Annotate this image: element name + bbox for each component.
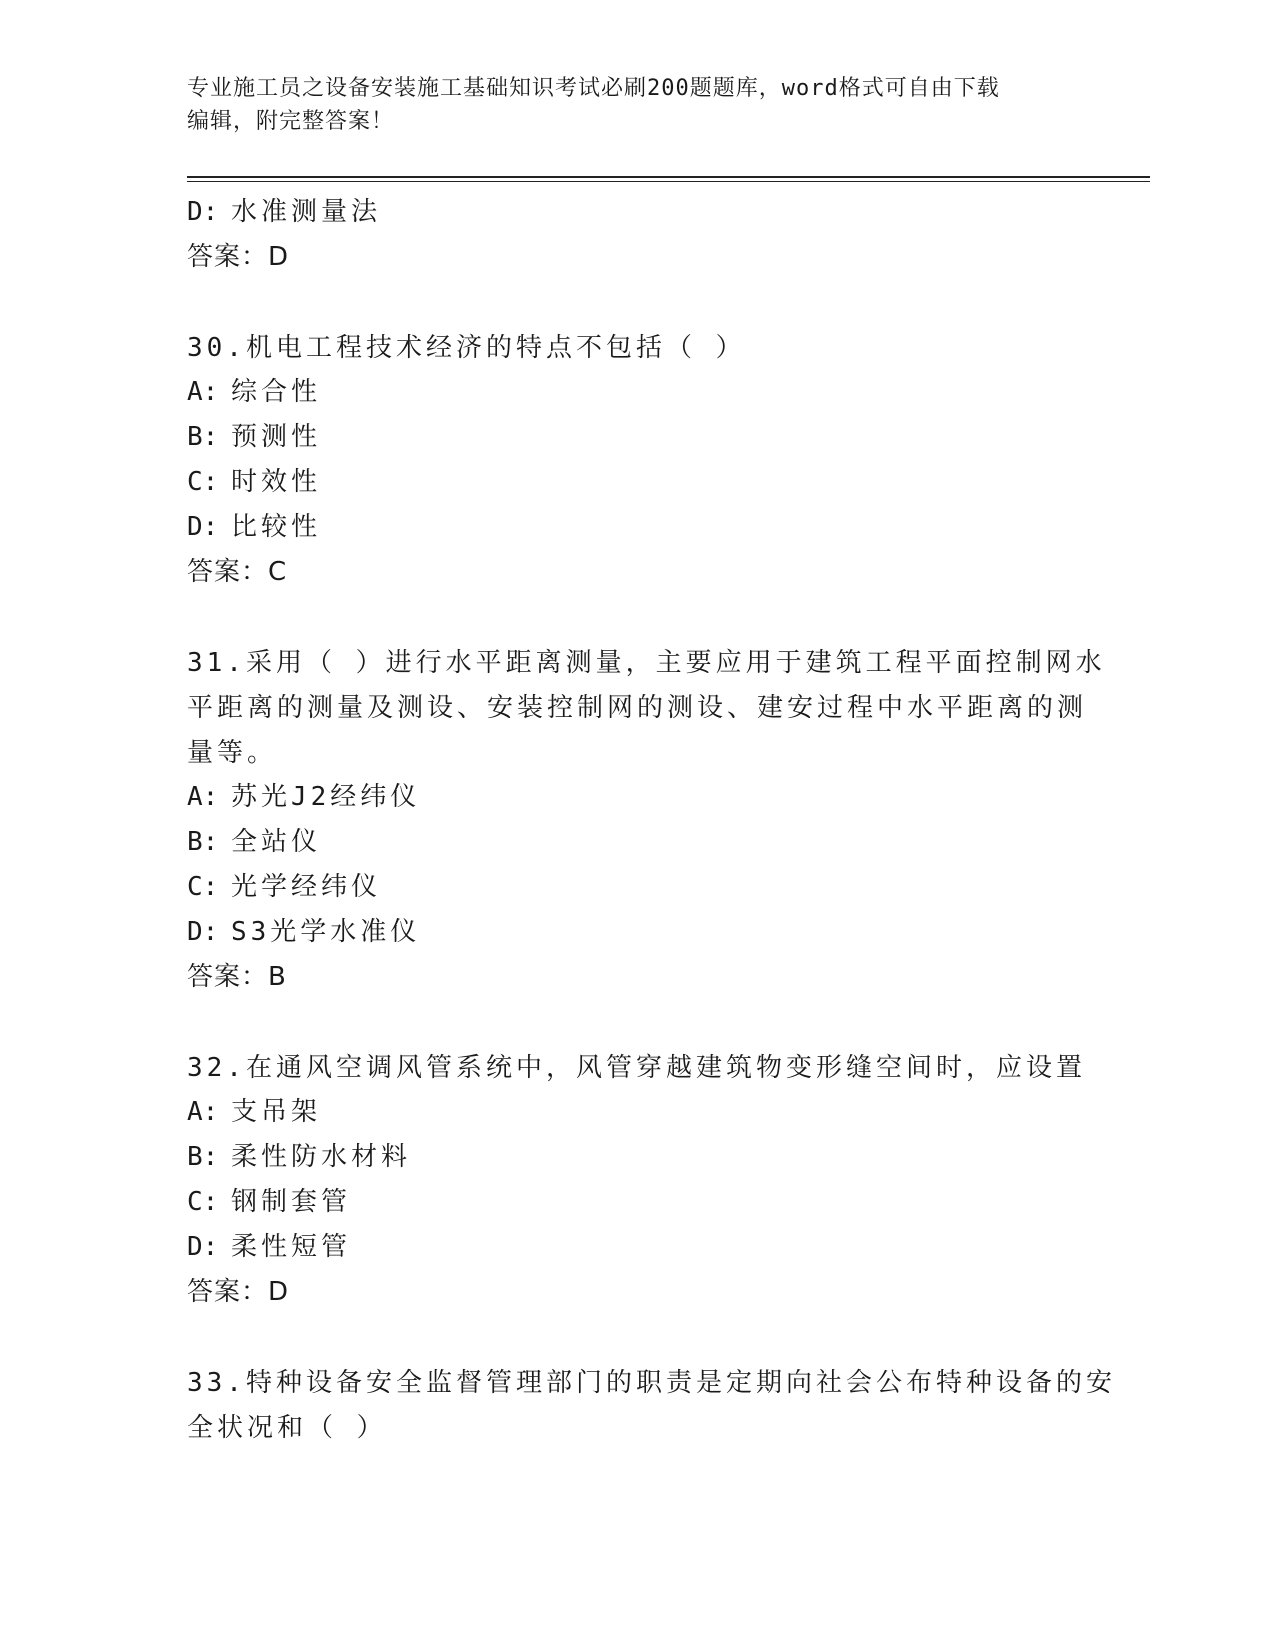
answer-line: 答案：C [187, 557, 288, 587]
option-text: 柔性短管 [231, 1232, 352, 1262]
option-b [187, 1135, 1087, 1180]
spacer [187, 1000, 1087, 1045]
question-list [187, 190, 1116, 1450]
option-text: 苏光J2经纬仪 [231, 782, 421, 812]
question-stem: 平距离的测量及测设、安装控制网的测设、建安过程中水平距离的测 [187, 693, 1088, 723]
option-c [187, 1180, 1087, 1225]
option-b [187, 415, 1087, 460]
question-29-tail [187, 190, 1087, 280]
option-label: C: [187, 467, 219, 497]
option-text: 全站仪 [231, 827, 322, 857]
option-label: D: [187, 512, 219, 542]
question-32 [187, 1045, 1087, 1315]
spacer [187, 595, 1087, 640]
option-d [187, 505, 1087, 550]
option-a [187, 1090, 1087, 1135]
question-stem: 31.采用（ ）进行水平距离测量，主要应用于建筑工程平面控制网水 [187, 648, 1106, 678]
option-d [187, 910, 1087, 955]
option-text: 比较性 [231, 512, 322, 542]
spacer [187, 280, 1087, 325]
answer-line: 答案：B [187, 962, 287, 992]
option-text: 水准测量法 [231, 197, 382, 227]
option-label: D: [187, 917, 219, 947]
option-label: C: [187, 872, 219, 902]
header-line-1: 专业施工员之设备安装施工基础知识考试必刷200题题库，word格式可自由下载 [187, 76, 1000, 101]
question-stem: 33.特种设备安全监督管理部门的职责是定期向社会公布特种设备的安 [187, 1368, 1116, 1398]
option-a [187, 370, 1087, 415]
option-text: 预测性 [231, 422, 322, 452]
option-label: D: [187, 197, 219, 227]
option-label: B: [187, 422, 219, 452]
option-label: A: [187, 377, 219, 407]
question-stem: 量等。 [187, 738, 278, 768]
option-label: C: [187, 1187, 219, 1217]
option-d [187, 190, 1087, 235]
option-label: A: [187, 1097, 219, 1127]
option-text: 光学经纬仪 [231, 872, 382, 902]
document-header [187, 72, 1067, 138]
option-text: 钢制套管 [231, 1187, 352, 1217]
option-text: S3光学水准仪 [231, 917, 421, 947]
option-label: A: [187, 782, 219, 812]
option-c [187, 460, 1087, 505]
header-divider-thick [187, 176, 1150, 178]
question-30 [187, 325, 1087, 595]
option-text: 时效性 [231, 467, 322, 497]
header-divider-thin [187, 181, 1150, 182]
header-line-2: 编辑，附完整答案！ [187, 109, 395, 134]
question-33 [187, 1360, 1116, 1450]
answer-line: 答案：D [187, 242, 290, 272]
option-b [187, 820, 1087, 865]
option-c [187, 865, 1087, 910]
answer-line: 答案：D [187, 1277, 290, 1307]
option-label: D: [187, 1232, 219, 1262]
spacer [187, 1315, 1087, 1360]
option-text: 支吊架 [231, 1097, 322, 1127]
option-text: 柔性防水材料 [231, 1142, 412, 1172]
question-stem: 全状况和（ ） [187, 1413, 387, 1443]
option-a [187, 775, 1087, 820]
option-text: 综合性 [231, 377, 322, 407]
option-label: B: [187, 1142, 219, 1172]
question-stem: 32.在通风空调风管系统中，风管穿越建筑物变形缝空间时，应设置 [187, 1053, 1086, 1083]
option-d [187, 1225, 1087, 1270]
question-31 [187, 640, 1106, 1000]
question-stem: 30.机电工程技术经济的特点不包括（ ） [187, 333, 746, 363]
option-label: B: [187, 827, 219, 857]
